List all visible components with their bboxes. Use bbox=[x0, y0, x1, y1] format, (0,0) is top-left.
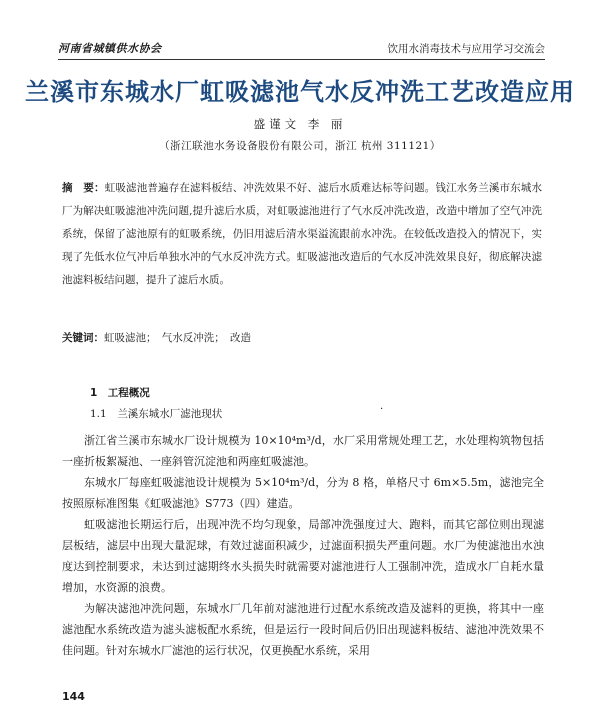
section-heading-1: 1 工程概况 bbox=[90, 387, 150, 399]
keywords bbox=[62, 330, 542, 345]
paragraph: 为解决滤池冲洗问题，东城水厂几年前对滤池进行过配水系统改造及滤料的更换，将其中一座滤池配水系统改造为滤头滤板配水系统，但是运行一段时间后仍旧出现滤料板结、滤池冲洗效果不佳问题。针对东城水厂滤池的运行状况，仅更换配水系统，采用 bbox=[62, 602, 544, 657]
paragraph: 浙江省兰溪市东城水厂设计规模为 10×10⁴m³/d，水厂采用常规处理工艺，水处理构筑物包括一座折板絮凝池、一座斜管沉淀池和两座虹吸滤池。 bbox=[62, 434, 544, 468]
body-text bbox=[62, 430, 544, 661]
article-title: 兰溪市东城水厂虹吸滤池气水反冲洗工艺改造应用 bbox=[25, 77, 575, 106]
affiliation: （浙江联池水务设备股份有限公司，浙江 杭州 311121） bbox=[159, 140, 441, 152]
abstract-label: 摘 要： bbox=[62, 182, 105, 194]
authors: 盛谨文 李 丽 bbox=[253, 117, 347, 131]
header-event: 饮用水消毒技术与应用学习交流会 bbox=[387, 43, 545, 55]
stray-dot: · bbox=[380, 404, 384, 415]
header-rule bbox=[58, 59, 545, 60]
section-heading-1-1: 1.1 兰溪东城水厂滤池现状 bbox=[90, 408, 223, 420]
keywords-text: 虹吸滤池； 气水反冲洗； 改造 bbox=[104, 332, 251, 344]
header-org: 河南省城镇供水协会 bbox=[58, 42, 162, 55]
keywords-label: 关键词： bbox=[62, 332, 104, 344]
page-number: 144 bbox=[62, 690, 85, 703]
page-header bbox=[58, 38, 545, 58]
abstract bbox=[62, 177, 542, 292]
paragraph: 虹吸滤池长期运行后，出现冲洗不均匀现象，局部冲洗强度过大、跑料，而其它部位则出现滤层板结，滤层中出现大量泥球，有效过滤面积减少，过滤面积损失严重问题。水厂为使滤池出水浊度达到控制要求，未达到过滤期终水头损失时就需要对滤池进行人工强制冲洗，造成水厂自耗水量增加，水资源的浪费。 bbox=[62, 518, 544, 594]
paragraph: 东城水厂每座虹吸滤池设计规模为 5×10⁴m³/d，分为 8 格，单格尺寸 6m×5.5m，滤池完全按照原标准图集《虹吸滤池》S773（四）建造。 bbox=[62, 476, 544, 510]
abstract-text: 虹吸滤池普遍存在滤料板结、冲洗效果不好、滤后水质难达标等问题。钱江水务兰溪市东城水厂为解决虹吸滤池冲洗问题,提升滤后水质，对虹吸滤池进行了气水反冲洗改造，改造中增加了空气冲洗系统，保留了滤池原有的虹吸系统，仍旧用滤后清水渠溢流跟前水冲洗。在较低改造投入的情况下，实现了先低水位气冲后单独水冲的气水反冲洗方式。虹吸滤池改造后的气水反冲洗效果良好，彻底解决滤池滤料板结问题，提升了滤后水质。 bbox=[62, 182, 543, 286]
